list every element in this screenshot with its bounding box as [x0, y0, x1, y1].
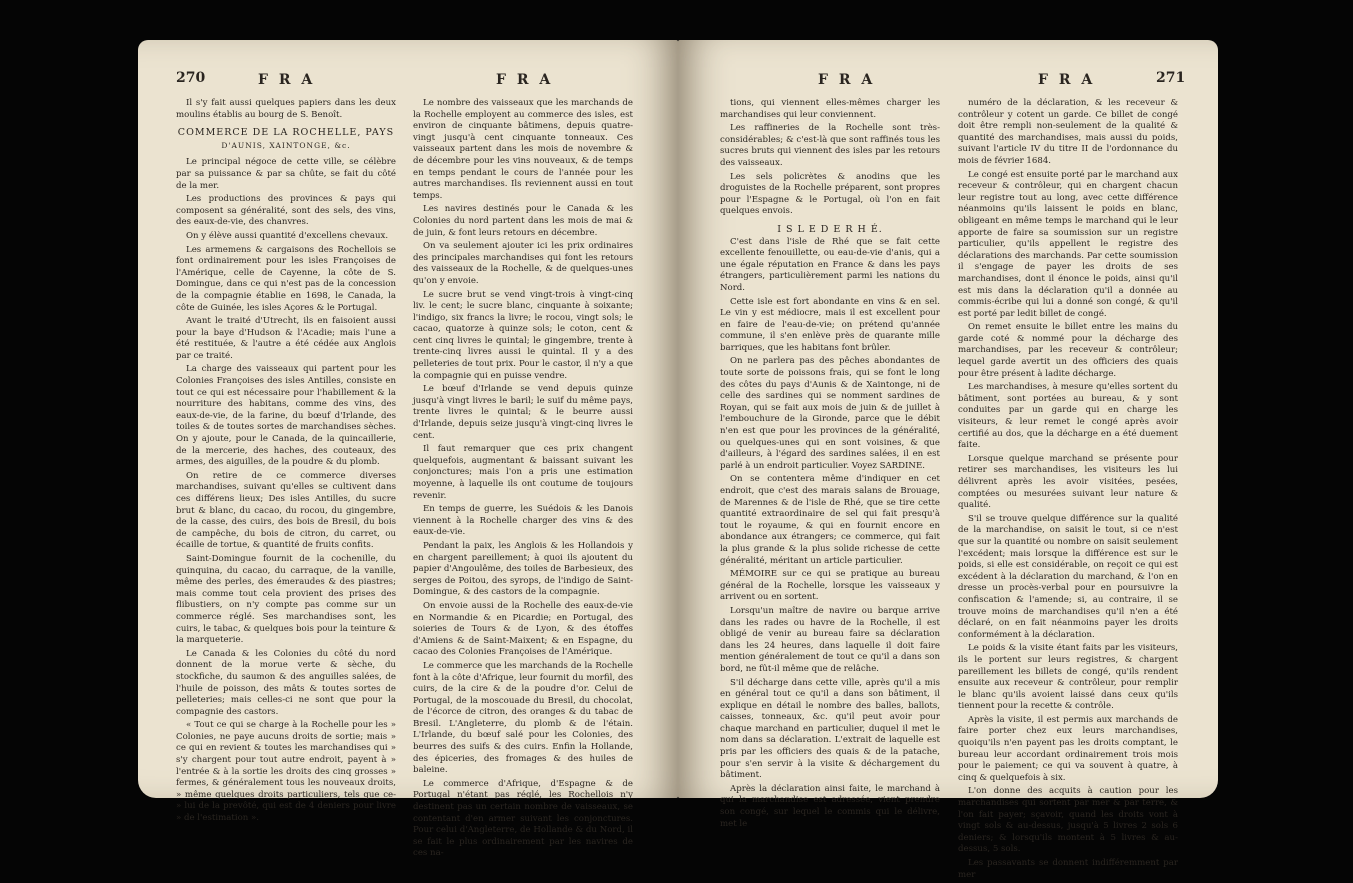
- paragraph: Après la visite, il est permis aux marchands de faire porter chez eux leurs marchandises, quoiqu'ils n'en payent pas les droits comptant, le bureau leur accordant ordinairement trois mois pour le paiement; ce qui va souvent à quatre, à cinq & quelquefois à six.: [958, 714, 1178, 783]
- paragraph: S'il se trouve quelque différence sur la qualité de la marchandise, on saisit le tout, si ce n'est que sur la quantité ou nombre on saisit seulement l'excédent; mais lorsque la différence est sur le poids, si elle est considérable, on reçoit ce qui est excédent à la déclaration du marchand, & l'on en dresse un procès-verbal pour en poursuivre la confiscation & l'amende; si, au contraire, il se trouve moins de marchandises qu'il n'en a été déclaré, on en fait néanmoins payer les droits conformément à la déclaration.: [958, 513, 1178, 640]
- page-number-right: 271: [1156, 70, 1186, 86]
- running-header-left-col2: F R A: [496, 72, 554, 88]
- paragraph: Le Canada & les Colonies du côté du nord donnent de la morue verte & sèche, du stockfiche, du saumon & des anguilles salées, de l'huile de poisson, des mâts & toutes sortes de pelleteries; mais celles-ci ne sont que pour la compagnie des castors.: [176, 648, 396, 717]
- paragraph: Après la déclaration ainsi faite, le marchand à qui la marchandise est adressée, vient prendre son congé, sur lequel le commis qui le délivre, met le: [720, 783, 940, 829]
- paragraph: On y élève aussi quantité d'excellens chevaux.: [186, 230, 389, 241]
- left-page-column-2: [413, 98, 633, 862]
- paragraph: Il s'y fait aussi quelques papiers dans les deux moulins établis au bourg de S. Benoît.: [176, 98, 396, 120]
- paragraph: Le congé est ensuite porté par le marchand aux receveur & contrôleur, qui en chargent chacun leur registre tout au long, avec cette différence néanmoins qu'ils laissent le poids en blanc, obligeant en même temps le marchand qui le leur apporte de faire sa soumission sur un registre particulier, qu'ils appellent le registre des déclarations des marchands. Par cette soumission il s'engage de payer les droits de ses marchandises, dont il énonce le poids, ainsi qu'il est mis dans la déclaration qu'il a donnée au commis-écribe qui lui a donné son congé, & qu'il est porté par ledit billet de congé.: [958, 169, 1178, 319]
- paragraph: MÉMOIRE sur ce qui se pratique au bureau général de la Rochelle, lorsque les vaisseaux y arrivent ou en sortent.: [720, 569, 940, 603]
- paragraph: Le commerce que les marchands de la Rochelle font à la côte d'Afrique, leur fournit du morfil, des cuirs, de la cire & de la poudre d'or. Celui de Portugal, de la moscouade du Bresil, du chocolat, de l'écorce de citron, des oranges & du tabac de Bresil. L'Angleterre, du plomb & de l'étain. L'Irlande, du bœuf salé pour les Colonies, des beurres des suifs & des cuirs. Enfin la Hollande, des épiceries, des fromages & des huiles de baleine.: [413, 660, 633, 776]
- paragraph: On envoie aussi de la Rochelle des eaux-de-vie en Normandie & en Picardie; en Portugal, des soieries de Tours & de Lyon, & des étoffes d'Amiens & de Saint-Maixent; & en Espagne, du cacao des Colonies Françoises de l'Amérique.: [413, 600, 633, 658]
- left-page-column-1: [176, 98, 396, 827]
- paragraph: Les navires destinés pour le Canada & les Colonies du nord partent dans les mois de mai & de juin, & font leurs retours en décembre.: [413, 204, 633, 238]
- paragraph: Les armemens & cargaisons des Rochellois se font ordinairement pour les isles Françoises de l'Amérique, celle de Cayenne, la côte de S. Domingue, dans ce qui n'est pas de la concession de la compagnie établie en 1698, le Canada, la côte de Guinée, les isles Açores & le Portugal.: [176, 244, 396, 313]
- paragraph: Les passavants se donnent indifféremment par mer: [958, 858, 1178, 880]
- paragraph: S'il décharge dans cette ville, après qu'il a mis en général tout ce qu'il a dans son bâtiment, il explique en détail le nombre des balles, ballots, caisses, tonneaux, &c. qu'il peut avoir pour chaque marchand en particulier, duquel il met le nom dans sa déclaration. L'extrait de laquelle est pris par les officiers des quais & de la patache, pour s'en servir à la visite & déchargement du bâtiment.: [720, 677, 940, 781]
- paragraph: Les sels policrètes & anodins que les droguistes de la Rochelle préparent, sont propres pour l'Espagne & le Portugal, où l'on en fait quelques envois.: [720, 171, 940, 217]
- paragraph: Cette isle est fort abondante en vins & en sel. Le vin y est médiocre, mais il est excellent pour en faire de l'eau-de-vie; on prétend qu'année commune, il s'en enlève près de quarante mille barriques, que les habitans font brûler.: [720, 296, 940, 353]
- paragraph: L'on donne des acquits à caution pour les marchandises qui sortent par mer & par terre, & l'on fait payer; sçavoir, quand les droits vont à vingt sols & au-dessus, jusqu'à 5 livres 2 sols 6 deniers; & lorsqu'ils montent à 5 livres & au-dessus, 5 sols.: [958, 786, 1178, 855]
- section-heading: D'AUNIS, XAINTONGE, &c.: [221, 140, 351, 150]
- paragraph: On retire de ce commerce diverses marchandises, suivant qu'elles se cultivent dans ces différens lieux; Des isles Antilles, du sucre brut & blanc, du cacao, du rocou, du gingembre, de la casse, des cuirs, des bois de Bresil, du bois de campêche, du bois de citron, du carret, ou écaille de tortue, & quantité de fruits confits.: [176, 470, 396, 551]
- paragraph: Le sucre brut se vend vingt-trois à vingt-cinq liv. le cent; le sucre blanc, cinquante à soixante; l'indigo, six francs la livre; le rocou, vingt sols; le cacao, quatorze à quinze sols; le coton, cent & cent cinq livres le quintal; le gingembre, trente à trente-cinq livres aussi le quintal. Il y a des pelleteries de tout prix. Pour le castor, il n'y a que la compagnie qui en puisse vendre.: [413, 289, 633, 381]
- paragraph: Les productions des provinces & pays qui composent sa généralité, sont des sels, des vins, des eaux-de-vie, des chanvres.: [176, 194, 396, 228]
- paragraph: Lorsqu'un maître de navire ou barque arrive dans les rades ou havre de la Rochelle, il est obligé de venir au bureau faire sa déclaration dans les 24 heures, dans laquelle il doit faire mention généralement de tout ce qu'il a dans son bord, ne fût-il même que de relâche.: [720, 605, 940, 674]
- paragraph: numéro de la déclaration, & les receveur & contrôleur y cotent un garde. Ce billet de congé doit être rempli non-seulement de la qualité & quantité des marchandises, mais aussi du poids, suivant l'article IV du titre II de l'ordonnance du mois de février 1684.: [958, 98, 1178, 166]
- paragraph: Le nombre des vaisseaux que les marchands de la Rochelle employent au commerce des isles, est environ de cinquante bâtimens, depuis quatre-vingt jusqu'à cent cinquante tonneaux. Ces vaisseaux partent dans les mois de novembre & de décembre pour les vins nouveaux, & de temps en temps pendant le cours de l'année pour les autres marchandises. Ils reviennent aussi en tout temps.: [413, 98, 633, 201]
- paragraph: La charge des vaisseaux qui partent pour les Colonies Françoises des isles Antilles, consiste en tout ce qui est nécessaire pour l'habillement & la nourriture des habitans, comme des vins, des eaux-de-vie, de la farine, du bœuf d'Irlande, des toiles & de toutes sortes de marchandises sèches. On y ajoute, pour le Canada, de la quincaillerie, de la mercerie, des haches, des couteaux, des armes, des aiguilles, de la poudre & du plomb.: [176, 364, 396, 468]
- paragraph: Le principal négoce de cette ville, se célèbre par sa puissance & par sa chûte, se fait du côté de la mer.: [176, 157, 396, 191]
- paragraph: On va seulement ajouter ici les prix ordinaires des principales marchandises qui font les retours des vaisseaux de la Rochelle, & de quelques-unes qu'on y envoie.: [413, 241, 633, 286]
- paragraph: On se contentera même d'indiquer en cet endroit, que c'est des marais salans de Brouage, de Marennes & de l'isle de Rhé, que se tire cette quantité extraordinaire de sel qui fait presqu'à tout le royaume, & qui en fournit encore en abondance aux étrangers; ce commerce, qui fait la plus grande & la plus solide richesse de cette généralité, méritant un article particulier.: [720, 474, 940, 566]
- paragraph: « Tout ce qui se charge à la Rochelle pour les » Colonies, ne paye aucuns droits de sortie; mais » ce qui en revient & toutes les marchandises qui » s'y chargent pour tout autre endroit, payent à » l'entrée & à la sortie les droits des cinq grosses » fermes, & généralement tous les nouveaux droits, » même quelques droits particuliers, tels que ce- » lui de la prevôté, qui est de 4 deniers pour livre » de l'estimation ».: [176, 720, 396, 824]
- left-page: [138, 40, 678, 859]
- paragraph: Les raffineries de la Rochelle sont très-considérables; & c'est-là que sont raffinés tous les sucres bruts qui viennent des isles par les retours des vaisseaux.: [720, 123, 940, 168]
- paragraph: Le bœuf d'Irlande se vend depuis quinze jusqu'à vingt livres le baril; le suif du même pays, trente livres le quintal; & le beurre aussi d'Irlande, depuis seize jusqu'à vingt-cinq livres le cent.: [413, 384, 633, 441]
- paragraph: Lorsque quelque marchand se présente pour retirer ses marchandises, les visiteurs les lui délivrent après les avoir visitées, pesées, comptées ou mesurées suivant leur nature & qualité.: [958, 453, 1178, 511]
- running-header-right-col1: F R A: [818, 72, 876, 88]
- paragraph: On ne parlera pas des pêches abondantes de toute sorte de poissons frais, qui se font le long des côtes du pays d'Aunis & de Xaintonge, ni de celle des sardines qui se nomment sardines de Royan, qui se fait aux mois de juin & de juillet à l'embouchure de la Gironde, parce que le débit n'en est que pour les provinces de la généralité, ou quelques-unes qui en sont voisines, & que d'ailleurs, à l'égard des sardines salées, il en est parlé à un endroit particulier. Voyez SARDINE.: [720, 356, 940, 471]
- paragraph: C'est dans l'isle de Rhé que se fait cette excellente fenouillette, ou eau-de-vie d'anis, qui a une égale réputation en France & dans les pays étrangers, particulièrement parmi les nations du Nord.: [720, 236, 940, 293]
- paragraph: Saint-Domingue fournit de la cochenille, du quinquina, du cacao, du carraque, de la vanille, même des perles, des émeraudes & des piastres; mais comme tout cela provient des prises des flibustiers, on n'y compte pas comme sur un commerce réglé. Ses marchandises sont, les cuirs, le tabac, & quelques bois pour la teinture & la marqueterie.: [176, 553, 396, 646]
- paragraph: Le commerce d'Afrique, d'Espagne & de Portugal n'étant pas réglé, les Rochellois n'y destinent pas un certain nombre de vaisseaux, se contentant d'en armer suivant les conjonctures. Pour celui d'Angleterre, de Hollande & du Nord, il se fait le plus ordinairement par les navires de ces na-: [413, 778, 633, 859]
- paragraph: Le poids & la visite étant faits par les visiteurs, ils le portent sur leurs registres, & chargent pareillement les billets de congé, qu'ils rendent ensuite aux receveur & contrôleur, pour remplir le blanc qu'ils avoient laissé dans ceux qu'ils tiennent pour la recette & contrôle.: [958, 643, 1178, 712]
- section-heading: I S L E D E R H É.: [777, 223, 883, 235]
- page-number-left: 270: [176, 70, 206, 86]
- paragraph: Pendant la paix, les Anglois & les Hollandois y en chargent pareillement; à quoi ils ajoutent du papier d'Angoulême, des toiles de Barbesieux, des serges de Poitou, des syrops, de l'indigo de Saint-Domingue, & des castors de la compagnie.: [413, 540, 633, 598]
- right-page-column-1: [720, 98, 940, 832]
- right-page: [678, 40, 1218, 880]
- paragraph: On remet ensuite le billet entre les mains du garde coté & nommé pour la décharge des marchandises, par les receveur & contrôleur; lequel garde avertit un des officiers des quais pour être présent à ladite décharge.: [958, 322, 1178, 379]
- paragraph: En temps de guerre, les Suédois & les Danois viennent à la Rochelle charger des vins & des eaux-de-vie.: [413, 504, 633, 538]
- open-book: [138, 40, 1218, 880]
- running-header-right-col2: F R A: [1038, 72, 1096, 88]
- paragraph: Il faut remarquer que ces prix changent quelquefois, augmentant & baissant suivant les conjonctures; mais l'on a pris une estimation moyenne, à laquelle ils ont coutume de toujours revenir.: [413, 444, 633, 501]
- right-page-column-2: [958, 98, 1178, 883]
- paragraph: Avant le traité d'Utrecht, ils en faisoient aussi pour la baye d'Hudson & l'Acadie; mais l'une a été restituée, & l'autre a été cédée aux Anglois par ce traité.: [176, 316, 396, 361]
- running-header-left-col1: F R A: [258, 72, 316, 88]
- paragraph: tions, qui viennent elles-mêmes charger les marchandises qui leur conviennent.: [720, 98, 940, 120]
- section-heading: COMMERCE DE LA ROCHELLE, PAYS: [177, 127, 395, 139]
- paragraph: Les marchandises, à mesure qu'elles sortent du bâtiment, sont portées au bureau, & y sont conduites par un garde qui en charge les visiteurs, & leur remet le congé après avoir certifié au dos, que la décharge en a été duement faite.: [958, 382, 1178, 451]
